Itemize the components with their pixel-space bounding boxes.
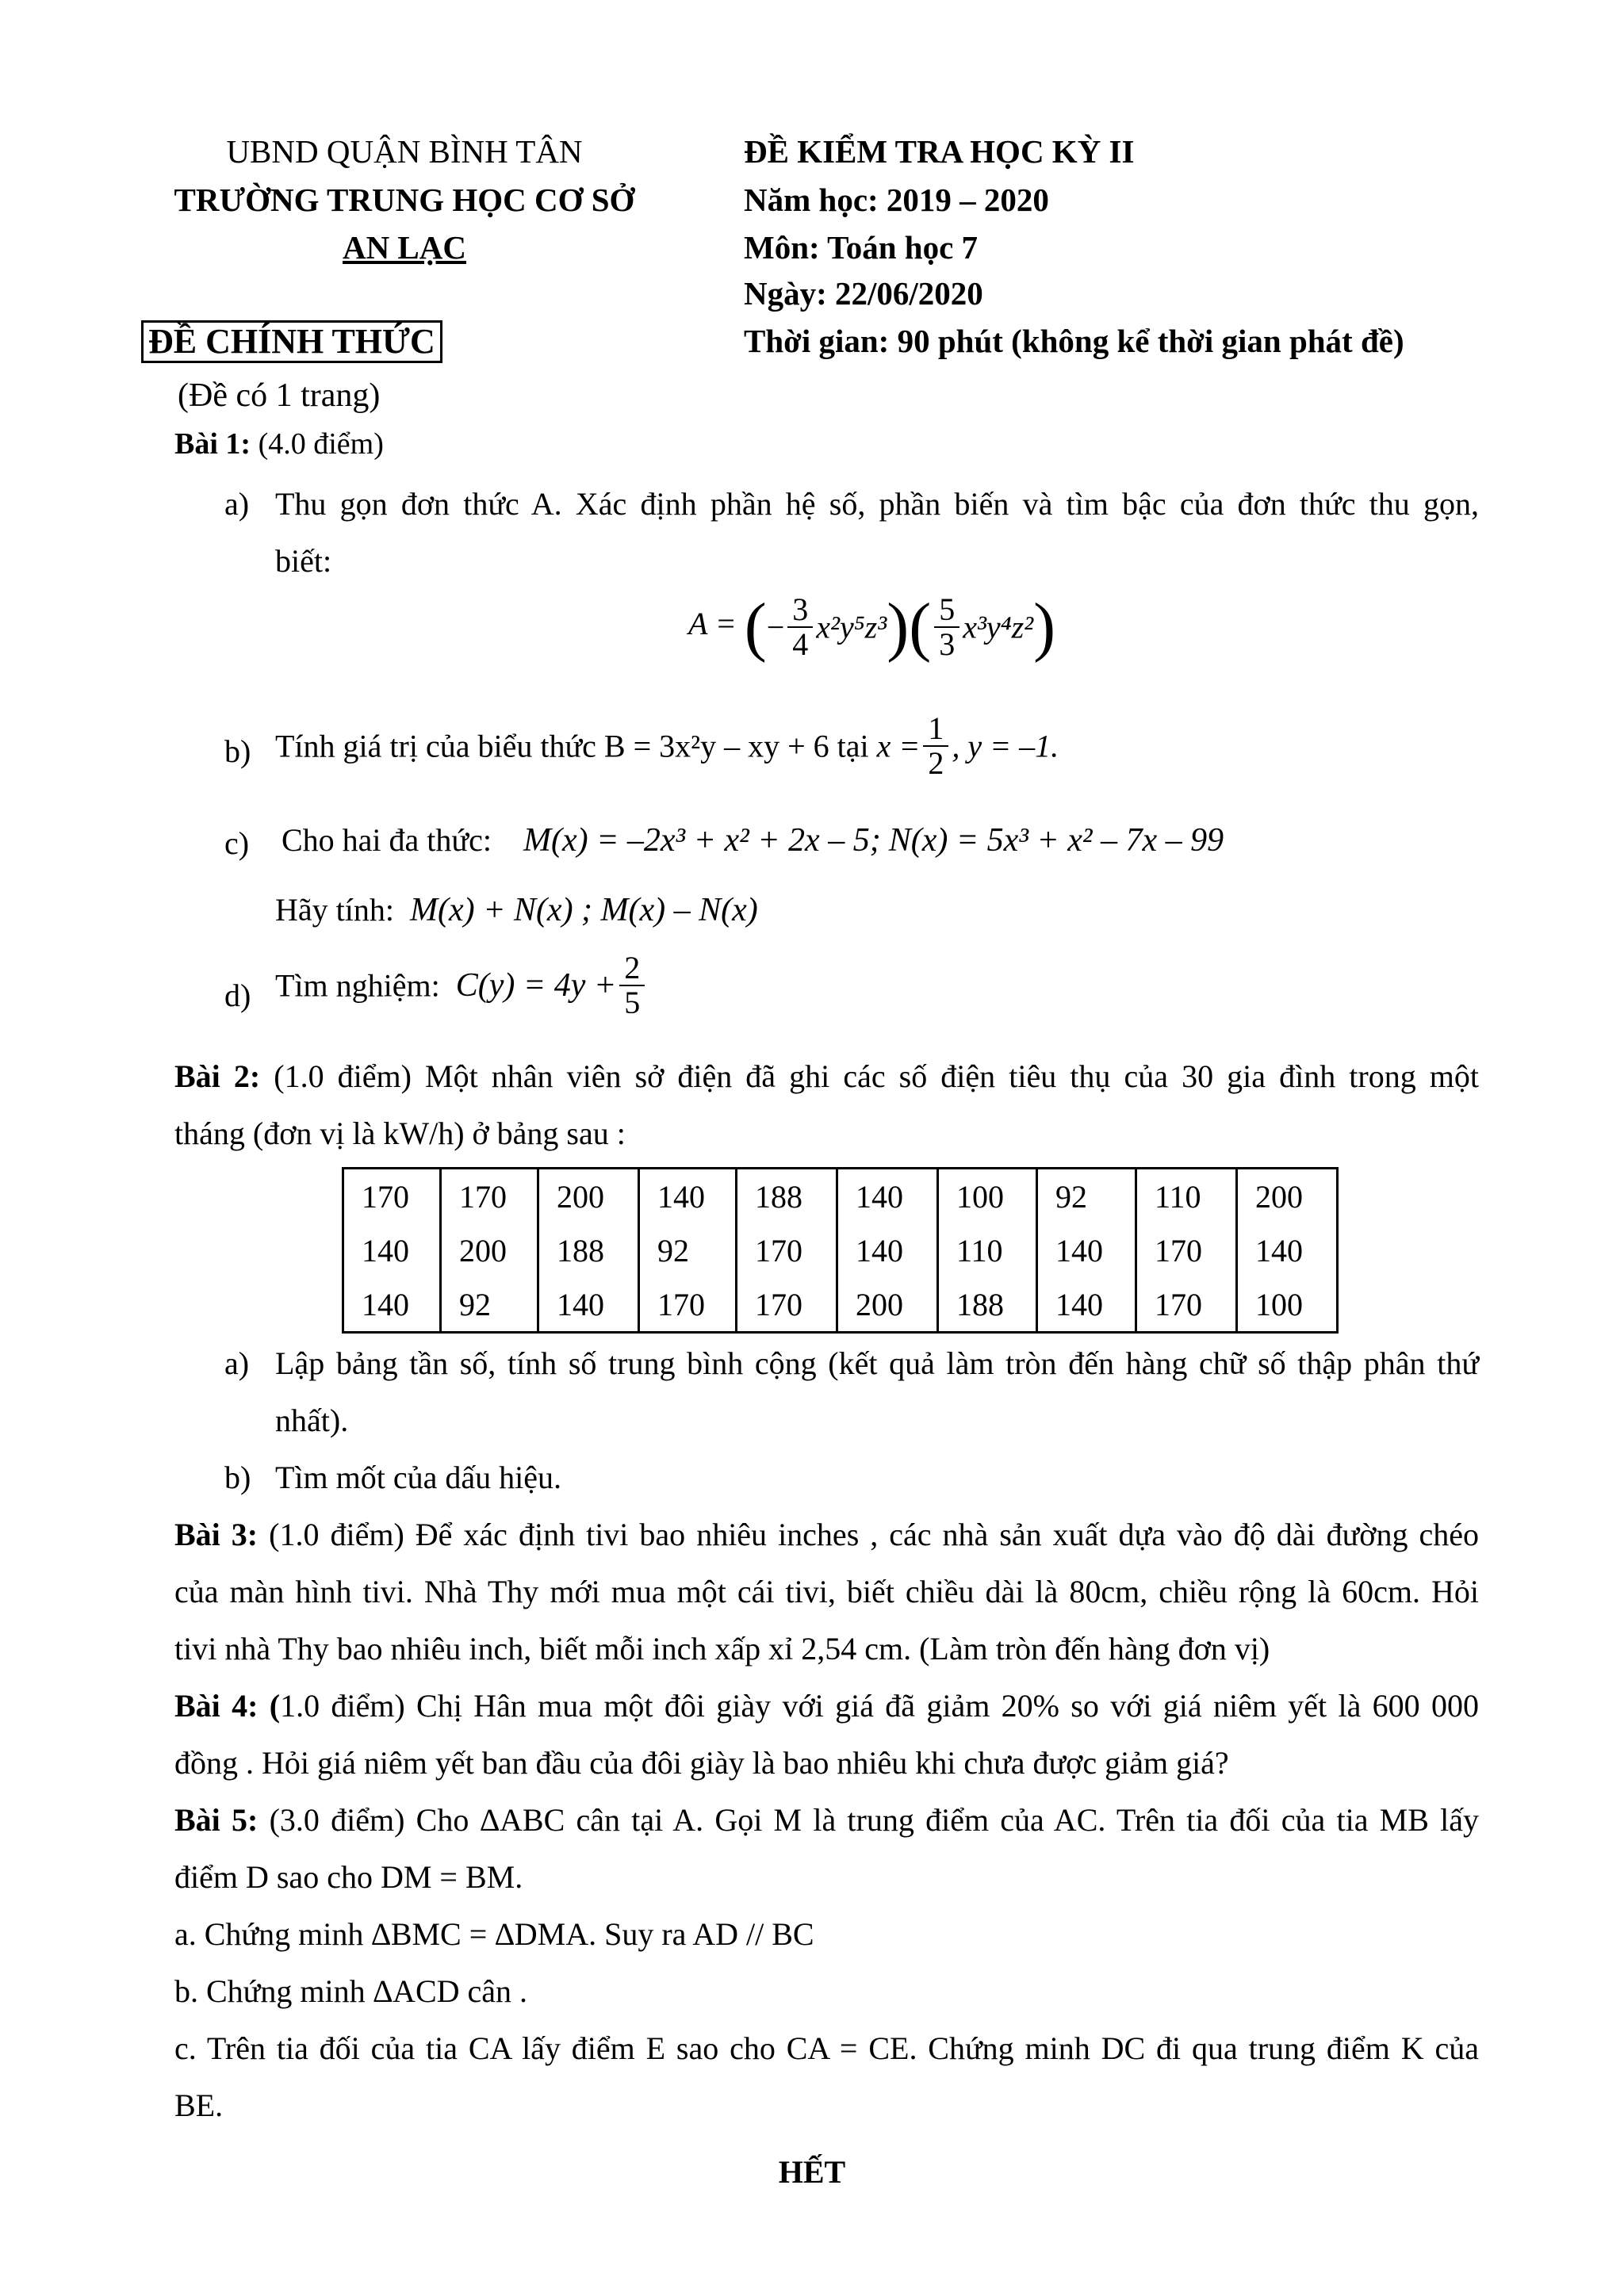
- bai1-c-line: Cho hai đa thức: M(x) = –2x³ + x² + 2x – 5; N(x) = 5x³ + x² – 7x – 99: [282, 822, 1224, 859]
- fraction-5-3: $\frac{5}{3}$: [934, 593, 959, 661]
- exam-title: ĐỀ KIỂM TRA HỌC KỲ II: [744, 133, 1135, 170]
- table-cell: 92: [639, 1223, 737, 1277]
- table-cell: 140: [538, 1277, 639, 1333]
- polynomial-m: M(x) = –2x³ + x² + 2x – 5;: [523, 822, 881, 859]
- table-row: [343, 1169, 1338, 1224]
- bai3-text: Bài 3: (1.0 điểm) Để xác định tivi bao nhiêu inches , các nhà sản xuất dựa vào độ dài đường chéo: [174, 1517, 1479, 1552]
- formula-a-lhs: A =: [688, 606, 737, 642]
- bai2-b-text: Tìm mốt của dấu hiệu.: [275, 1460, 562, 1495]
- bai4-text: Bài 4: (1.0 điểm) Chị Hân mua một đôi giày với giá đã giảm 20% so với giá niêm yết là 600 000: [174, 1688, 1479, 1724]
- fraction-3-4: $\frac{3}{4}$: [787, 593, 813, 661]
- table-cell: 188: [737, 1169, 837, 1224]
- table-cell: 140: [837, 1223, 938, 1277]
- exam-date: Ngày: 22/06/2020: [744, 275, 983, 312]
- polynomial-n: N(x) = 5x³ + x² – 7x – 99: [888, 822, 1224, 859]
- table-cell: 170: [639, 1277, 737, 1333]
- electricity-table: [342, 1167, 1339, 1334]
- bai1-c-label: c): [224, 825, 250, 861]
- bai2-text2: tháng (đơn vị là kW/h) ở bảng sau :: [174, 1115, 626, 1151]
- table-cell: 170: [737, 1223, 837, 1277]
- pages-note: (Đề có 1 trang): [178, 377, 381, 414]
- table-cell: 200: [837, 1277, 938, 1333]
- school-year: Năm học: 2019 – 2020: [744, 182, 1049, 218]
- subject: Môn: Toán học 7: [744, 229, 979, 266]
- table-cell: 140: [1037, 1223, 1136, 1277]
- table-cell: 92: [1037, 1169, 1136, 1224]
- bai1-b-label: b): [224, 733, 251, 769]
- table-cell: 92: [441, 1277, 538, 1333]
- bai4-text2: đồng . Hỏi giá niêm yết ban đầu của đôi giày là bao nhiêu khi chưa được giảm giá?: [174, 1745, 1229, 1781]
- bai5-text2: điểm D sao cho DM = BM.: [174, 1859, 523, 1895]
- school-name: TRƯỜNG TRUNG HỌC CƠ SỞ: [174, 182, 635, 218]
- table-cell: 140: [1037, 1277, 1136, 1333]
- term-2: x³y⁴z²: [963, 609, 1034, 645]
- term-1: x²y⁵z³: [816, 609, 887, 645]
- table-cell: 200: [1237, 1169, 1338, 1224]
- bai1-heading: Bài 1: (4.0 điểm): [174, 427, 384, 461]
- bai1-d-label: d): [224, 978, 251, 1013]
- bai2-b-label: b): [224, 1460, 251, 1495]
- bai5-c2: BE.: [174, 2087, 224, 2123]
- formula-a: A = (− $\frac{3}{4}$ x²y⁵z³)( $\frac{5}{3}$ x³y⁴z²): [688, 590, 1056, 664]
- exam-duration: Thời gian: 90 phút (không kể thời gian phát đề): [744, 323, 1404, 359]
- table-cell: 170: [1136, 1223, 1237, 1277]
- bai5-text: Bài 5: (3.0 điểm) Cho ∆ABC cân tại A. Gọi M là trung điểm của AC. Trên tia đối của tia MB lấy: [174, 1802, 1480, 1838]
- bai5-c: c. Trên tia đối của tia CA lấy điểm E sao cho CA = CE. Chứng minh DC đi qua trung điểm K của: [174, 2030, 1479, 2066]
- table-cell: 188: [538, 1223, 639, 1277]
- table-row: [343, 1277, 1338, 1333]
- district-name: UBND QUẬN BÌNH TÂN: [226, 133, 583, 170]
- bai1-a-label: a): [224, 486, 250, 522]
- bai1-a-text: Thu gọn đơn thức A. Xác định phần hệ số, phần biến và tìm bậc của đơn thức thu gọn,: [275, 486, 1479, 522]
- bai1-c-line2: Hãy tính: M(x) + N(x) ; M(x) – N(x): [275, 892, 758, 928]
- table-cell: 140: [1237, 1223, 1338, 1277]
- table-cell: 170: [343, 1169, 441, 1224]
- table-cell: 100: [1237, 1277, 1338, 1333]
- fraction-1-2: $\frac{1}{2}$: [923, 712, 948, 780]
- bai2-a-text2: nhất).: [275, 1402, 349, 1438]
- table-cell: 200: [441, 1223, 538, 1277]
- bai1-d-line: Tìm nghiệm: C(y) = 4y + $\frac{2}{5}$: [275, 951, 648, 1020]
- school-name-2: AN LẠC: [342, 229, 467, 266]
- table-row: [343, 1223, 1338, 1277]
- official-exam-badge: ĐỀ CHÍNH THỨC: [141, 320, 442, 363]
- bai2-a-text: Lập bảng tần số, tính số trung bình cộng (kết quả làm tròn đến hàng chữ số thập phân thứ: [275, 1345, 1479, 1381]
- table-cell: 140: [639, 1169, 737, 1224]
- bai3-text2: của màn hình tivi. Nhà Thy mới mua một cái tivi, biết chiều dài là 80cm, chiều rộng là 60cm. Hỏi: [174, 1574, 1479, 1609]
- table-cell: 140: [343, 1277, 441, 1333]
- table-cell: 200: [538, 1169, 639, 1224]
- table-cell: 100: [938, 1169, 1037, 1224]
- table-cell: 170: [737, 1277, 837, 1333]
- table-cell: 140: [837, 1169, 938, 1224]
- table-cell: 170: [441, 1169, 538, 1224]
- bai2-a-label: a): [224, 1345, 250, 1381]
- bai1-a-text2: biết:: [275, 543, 332, 579]
- table-cell: 140: [343, 1223, 441, 1277]
- end-marker: HẾT: [778, 2154, 846, 2190]
- bai5-b: b. Chứng minh ∆ACD cân .: [174, 1973, 528, 2009]
- table-cell: 170: [1136, 1277, 1237, 1333]
- fraction-2-5: $\frac{2}{5}$: [619, 951, 645, 1020]
- table-cell: 188: [938, 1277, 1037, 1333]
- bai2-text: Bài 2: (1.0 điểm) Một nhân viên sở điện đã ghi các số điện tiêu thụ của 30 gia đình trong một: [174, 1058, 1480, 1094]
- table-cell: 110: [938, 1223, 1037, 1277]
- bai3-text3: tivi nhà Thy bao nhiêu inch, biết mỗi inch xấp xỉ 2,54 cm. (Làm tròn đến hàng đơn vị): [174, 1631, 1270, 1667]
- bai1-b-line: Tính giá trị của biểu thức B = 3x²y – xy + 6 tại x = $\frac{1}{2}$ , y = –1.: [275, 710, 1059, 781]
- table-cell: 110: [1136, 1169, 1237, 1224]
- bai5-a: a. Chứng minh ∆BMC = ∆DMA. Suy ra AD // BC: [174, 1916, 814, 1952]
